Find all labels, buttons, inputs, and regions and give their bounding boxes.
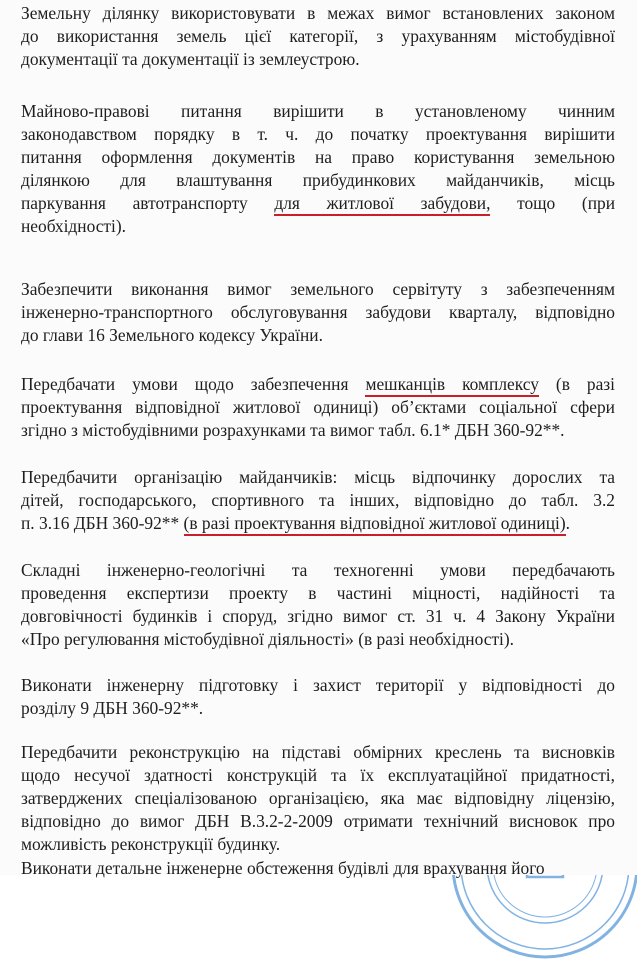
underlined-phrase: для житлової забудови, (274, 193, 490, 216)
paragraph (21, 466, 615, 535)
text-line (21, 582, 615, 605)
text-segment: проектування відповідної житлової одиниці) об’єктами соціальної сфери (21, 396, 615, 417)
underlined-phrase: мешканців комплексу (365, 374, 538, 397)
text-line (21, 741, 615, 764)
text-segment: до використання земель цієї категорії, з урахуванням містобудівної (21, 25, 615, 46)
text-segment: дітей, господарського, спортивного та інших, відповідно до табл. 3.2 (21, 489, 615, 510)
underlined-phrase: (в разі проектування відповідної житлової одиниці) (184, 513, 566, 536)
text-segment: щодо несучої здатності конструкцій та їх експлуатаційної придатності, (21, 765, 615, 786)
text-line (21, 301, 615, 324)
text-segment: Складні інженерно-геологічні та техногенні умови передбачають (21, 560, 615, 581)
text-segment: тощо (при (490, 192, 615, 213)
text-segment: питання оформлення документів на право користування земельною (21, 146, 615, 167)
text-segment: відповідно до вимог ДБН В.3.2-2-2009 отримати технічний висновок про (21, 810, 615, 831)
text-segment: необхідності). (21, 215, 127, 236)
text-segment: до глави 16 Земельного кодексу України. (21, 324, 323, 345)
text-segment: інженерно-транспортного обслуговування забудови кварталу, відповідно (21, 301, 615, 322)
text-line (21, 674, 615, 697)
text-segment: довговічності будинків і споруд, згідно вимог ст. 31 ч. 4 Закону України (21, 605, 615, 626)
text-segment: затверджених спеціалізованою організацією, яка має відповідну ліцензію, (21, 787, 615, 808)
text-segment: можливість реконструкції будинку. (21, 833, 281, 854)
text-segment: (в разі (538, 374, 615, 395)
text-line (21, 169, 615, 192)
paragraph (21, 741, 615, 856)
text-segment: Виконати детальне інженерне обстеження будівлі для врахування його (21, 858, 545, 879)
text-line (21, 489, 615, 512)
text-line (21, 373, 615, 396)
text-line (21, 810, 615, 833)
paragraph (21, 100, 615, 237)
text-segment: паркування автотранспорту (21, 192, 275, 213)
text-line (21, 25, 615, 48)
text-segment: Земельну ділянку використовувати в межах вимог встановлених законом (21, 3, 615, 23)
paragraph (21, 278, 615, 347)
text-segment: п. 3.16 ДБН 360-92** (21, 512, 184, 533)
text-line (21, 857, 615, 880)
text-line (21, 512, 615, 535)
text-segment: Передбачити організацію майданчиків: місць відпочинку дорослих та (21, 467, 615, 488)
text-line (21, 833, 615, 856)
text-segment: Забезпечити виконання вимог земельного сервітуту з забезпеченням (21, 279, 615, 300)
text-line (21, 628, 615, 651)
text-segment: «Про регулювання містобудівної діяльності» (в разі необхідності). (21, 628, 515, 649)
paragraph (21, 2, 615, 71)
paragraph (21, 373, 615, 442)
text-line (21, 466, 615, 489)
text-segment: документації та документації із землеустрою. (21, 48, 360, 69)
text-segment: розділу 9 ДБН 360-92**. (21, 698, 204, 719)
paragraph (21, 559, 615, 651)
text-line (21, 787, 615, 810)
text-segment: Передбачати умови щодо забезпечення (21, 374, 366, 395)
paragraph (21, 857, 615, 880)
text-segment: проведення експертизи проекту в частині міцності, надійності та (21, 583, 615, 603)
text-segment: згідно з містобудівними розрахунками та вимог табл. 6.1* ДБН 360-92**. (21, 419, 565, 440)
text-segment: Майново-правові питання вирішити в установленому чинним (21, 101, 615, 122)
text-line (21, 123, 615, 146)
paragraph (21, 674, 615, 720)
text-line (21, 764, 615, 787)
text-segment: законодавством порядку в т. ч. до початку проектування вирішити (21, 123, 615, 144)
text-segment: . (565, 512, 570, 533)
text-line (21, 278, 615, 301)
text-line (21, 2, 615, 25)
text-segment: ділянкою для влаштування прибудинкових майданчиків, місць (21, 169, 615, 190)
text-line (21, 215, 615, 238)
text-line (21, 146, 615, 169)
text-line (21, 396, 615, 419)
text-line (21, 697, 615, 720)
text-line (21, 192, 615, 215)
text-line (21, 100, 615, 123)
text-line (21, 324, 615, 347)
text-segment: Виконати інженерну підготовку і захист території у відповідності до (21, 675, 615, 696)
text-line (21, 605, 615, 628)
text-line (21, 559, 615, 582)
text-line (21, 48, 615, 71)
text-line (21, 419, 615, 442)
text-segment: Передбачити реконструкцію на підставі обмірних креслень та висновків (21, 742, 615, 763)
